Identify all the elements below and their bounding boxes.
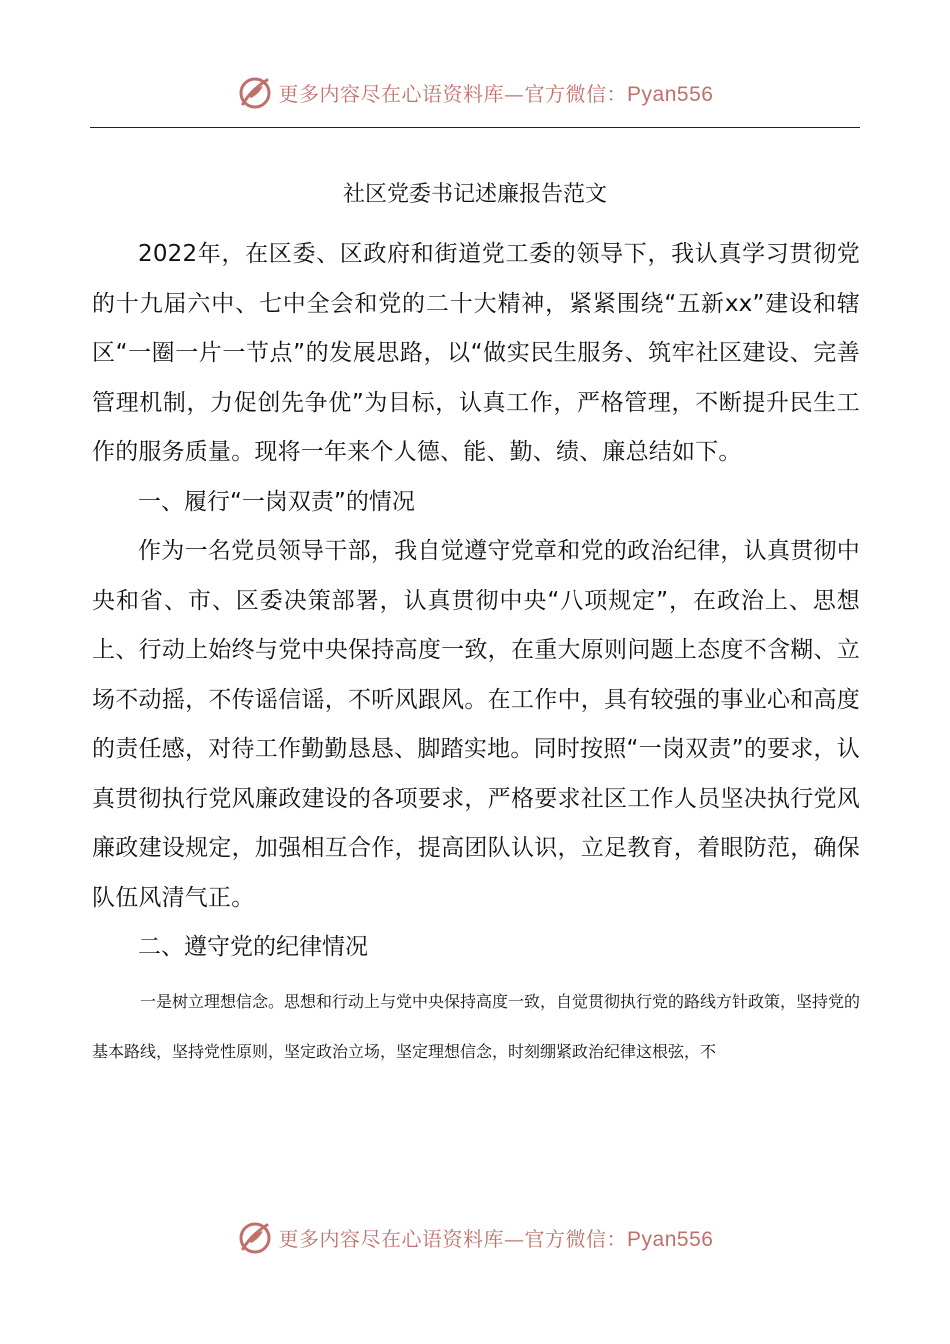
intro-paragraph: 2022年，在区委、区政府和街道党工委的领导下，我认真学习贯彻党的十九届六中、七中全会和党的二十大精神，紧紧围绕“五新xx”建设和辖区“一圈一片一节点”的发展思路，以“做实民生服务、筑牢社区建设、完善管理机制，力促创先争优”为目标，认真工作，严格管理，不断提升民生工作的服务质量。现将一年来个人德、能、勤、绩、廉总结如下。 [92,241,860,465]
banner-text [279,78,714,107]
section-2-paragraph: 一是树立理想信念。思想和行动上与党中央保持高度一致，自觉贯彻执行党的路线方针政策，坚持党的基本路线，坚持党性原则，坚定政治立场，坚定理想信念，时刻绷紧政治纪律这根弦，不 [92,991,861,1061]
banner-wechat-id: Pyan556 [627,82,714,106]
footer-watermark [0,1215,950,1259]
document-title: 社区党委书记述廉报告范文 [342,182,607,207]
section-1-heading: 一、履行“一岗双责”的情况 [138,488,415,515]
brand-logo-icon [237,74,273,110]
banner-text [279,1223,714,1252]
document-body [92,230,860,1077]
banner-slogan: 更多内容尽在心语资料库—官方微信： [278,81,628,106]
banner-slogan: 更多内容尽在心语资料库—官方微信： [278,1226,628,1251]
section-2-heading: 二、遵守党的纪律情况 [138,934,368,960]
header-divider [90,127,860,128]
brand-logo-icon [237,1219,273,1255]
section-1-paragraph: 作为一名党员领导干部，我自觉遵守党章和党的政治纪律，认真贯彻中央和省、市、区委决策部署，认真贯彻中央“八项规定”，在政治上、思想上、行动上始终与党中央保持高度一致，在重大原则问题上态度不含糊、立场不动摇，不传谣信谣，不听风跟风。在工作中，具有较强的事业心和高度的责任感，对待工作勤勤恳恳、脚踏实地。同时按照“一岗双责”的要求，认真贯彻执行党风廉政建设的各项要求，严格要求社区工作人员坚决执行党风廉政建设规定，加强相互合作，提高团队认识，立足教育，着眼防范，确保队伍风清气正。 [92,538,860,911]
banner-wechat-id: Pyan556 [627,1227,714,1251]
header-watermark [0,70,950,114]
